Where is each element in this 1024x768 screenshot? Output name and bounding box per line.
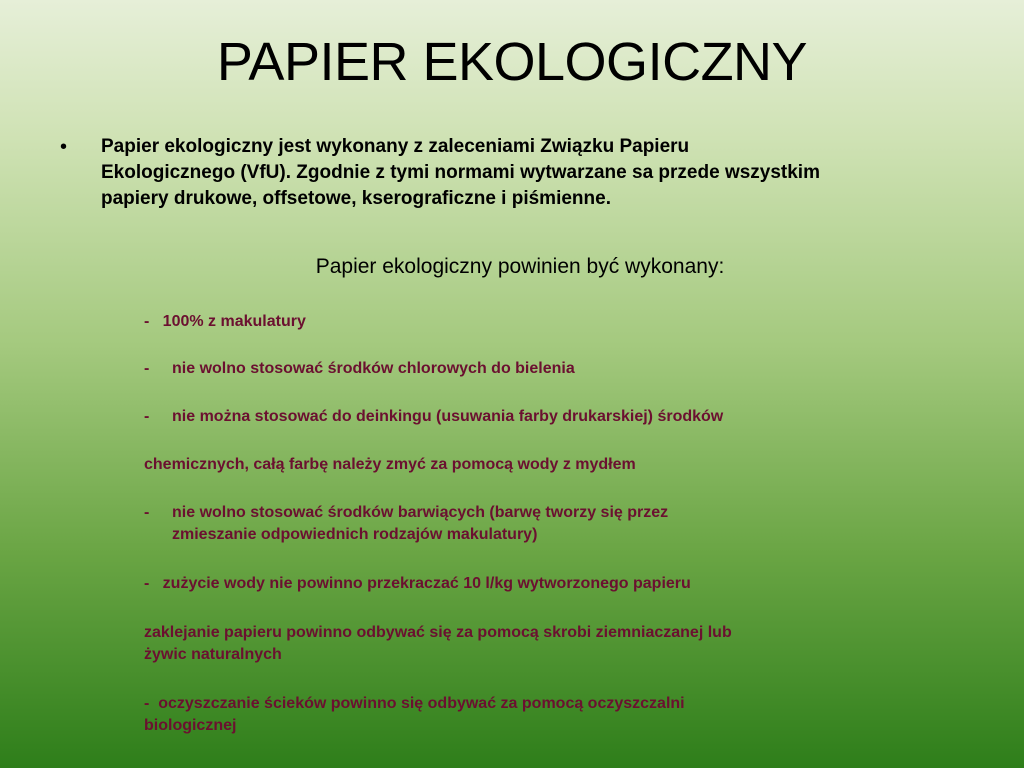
requirement-text-continued: zmieszanie odpowiednich rodzajów makulatury) bbox=[172, 526, 538, 543]
slide-title: PAPIER EKOLOGICZNY bbox=[216, 32, 808, 92]
intro-line: papiery drukowe, offsetowe, kserograficzne i piśmienne. bbox=[101, 188, 611, 209]
requirement-dash: - bbox=[144, 504, 150, 521]
requirement-text: nie wolno stosować środków barwiących (barwę tworzy się przez bbox=[172, 504, 669, 521]
requirement-item bbox=[144, 454, 904, 476]
requirement-item bbox=[144, 406, 904, 428]
requirement-dash: - bbox=[144, 408, 150, 425]
requirement-item bbox=[144, 502, 904, 546]
requirement-text-continued: biologicznej bbox=[144, 717, 237, 734]
requirement-dash: - bbox=[144, 360, 150, 377]
requirement-text: - 100% z makulatury bbox=[144, 313, 306, 330]
requirement-text: nie można stosować do deinkingu (usuwania farby drukarskiej) środków bbox=[172, 408, 724, 425]
requirement-text: nie wolno stosować środków chlorowych do bielenia bbox=[172, 360, 575, 377]
requirement-item bbox=[144, 311, 904, 333]
intro-bullet bbox=[60, 134, 980, 212]
requirement-item bbox=[144, 693, 904, 737]
intro-line: Ekologicznego (VfU). Zgodnie z tymi normami wytwarzane sa przede wszystkim bbox=[101, 162, 820, 183]
requirement-text: zaklejanie papieru powinno odbywać się za pomocą skrobi ziemniaczanej lub bbox=[144, 624, 732, 641]
requirement-text: chemicznych, całą farbę należy zmyć za pomocą wody z mydłem bbox=[144, 456, 636, 473]
requirement-item bbox=[144, 358, 904, 380]
intro-text bbox=[101, 134, 980, 212]
requirement-text: - zużycie wody nie powinno przekraczać 10 l/kg wytworzonego papieru bbox=[144, 575, 691, 592]
intro-line: Papier ekologiczny jest wykonany z zaleceniami Związku Papieru bbox=[101, 136, 690, 157]
requirement-item bbox=[144, 573, 904, 595]
requirements-heading: Papier ekologiczny powinien być wykonany: bbox=[315, 255, 725, 278]
requirement-item bbox=[144, 622, 904, 666]
requirement-text: - oczyszczanie ścieków powinno się odbywać za pomocą oczyszczalni bbox=[144, 695, 685, 712]
requirement-text-continued: żywic naturalnych bbox=[144, 646, 282, 663]
bullet-icon: • bbox=[60, 136, 68, 158]
